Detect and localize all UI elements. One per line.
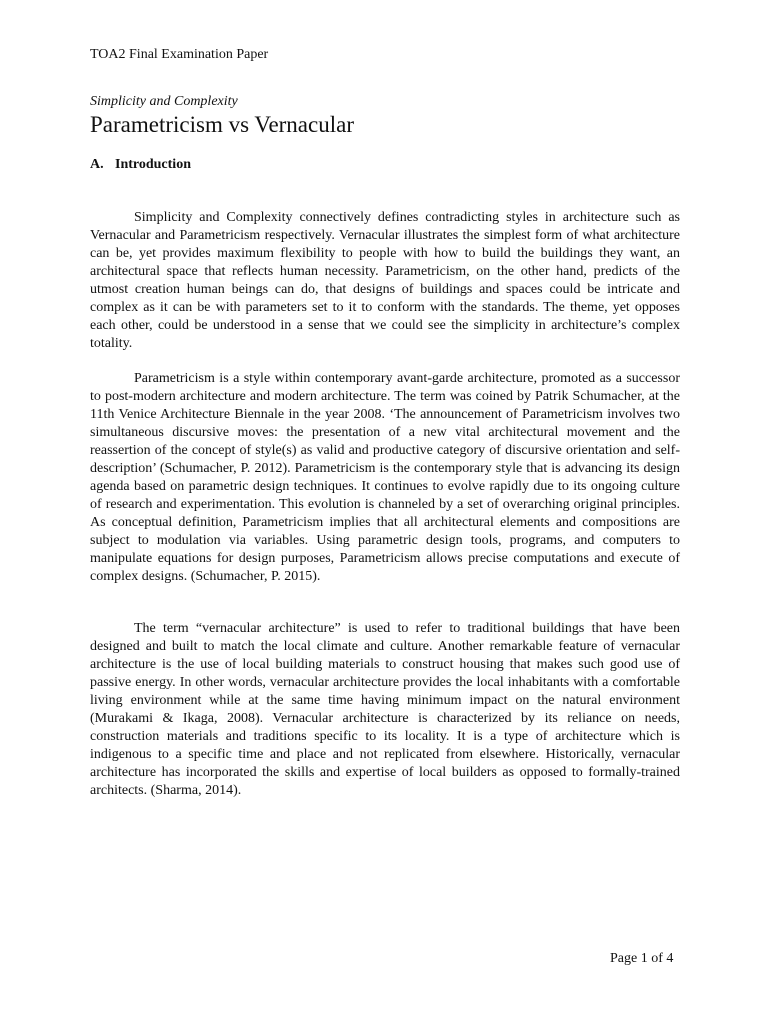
body-paragraph: The term “vernacular architecture” is used to refer to traditional buildings that have been designed and built to match the local climate and culture. Another remarkable feature of vernacular architecture is the use of local building materials to construct housing that makes such good use of passive energy. In other words, vernacular architecture provides the local inhabitants with a comfortable living environment while at the same time having minimum impact on the natural environment (Murakami & Ikaga, 2008). Vernacular architecture is characterized by its reliance on needs, construction materials and traditions specific to its locality. It is a type of architecture which is indigenous to a specific time and place and not replicated from elsewhere. Historically, vernacular architecture has incorporated the skills and expertise of local builders as opposed to formally-trained architects. (Sharma, 2014). <box>90 621 680 798</box>
page-header: TOA2 Final Examination Paper <box>90 47 269 62</box>
body-paragraph: Parametricism is a style within contemporary avant-garde architecture, promoted as a successor to post-modern architecture and modern architecture. The term was coined by Patrik Schumacher, at the 11th Venice Architecture Biennale in the year 2008. ‘The announcement of Parametricism involves two simultaneous discursive moves: the presentation of a new vital architectural movement and the reassertion of the concept of style(s) as valid and productive category of discursive orientation and self-description’ (Schumacher, P. 2012). Parametricism is the contemporary style that is advancing its design agenda based on parametric design techniques. It continues to evolve rapidly due to its ongoing culture of research and experimentation. This evolution is channeled by a set of overarching original principles. As conceptual definition, Parametricism implies that all architectural elements and compositions are subject to modulation via variables. Using parametric design tools, programs, and computers to manipulate equations for design purposes, Parametricism allows precise computations and execute of complex designs. (Schumacher, P. 2015). <box>90 371 680 584</box>
document-subtitle: Simplicity and Complexity <box>90 94 238 109</box>
page-number: Page 1 of 4 <box>610 951 674 966</box>
document-title: Parametricism vs Vernacular <box>90 112 354 137</box>
section-letter: A. <box>90 157 104 172</box>
section-heading-text: Introduction <box>115 157 191 172</box>
section-heading <box>90 156 191 174</box>
body-paragraph: Simplicity and Complexity connectively defines contradicting styles in architecture such as Vernacular and Parametricism respectively. Vernacular illustrates the simplest form of what architecture can be, yet provides maximum flexibility to people with how to build the buildings they want, an architectural space that reflects human necessity. Parametricism, on the other hand, predicts of the utmost creation human beings can do, that designs of buildings and spaces could be intricate and complex as it can be with parameters set to it to conform with the standards. The theme, yet opposes each other, could be understood in a sense that we could see the simplicity in architecture’s complex totality. <box>90 210 680 351</box>
